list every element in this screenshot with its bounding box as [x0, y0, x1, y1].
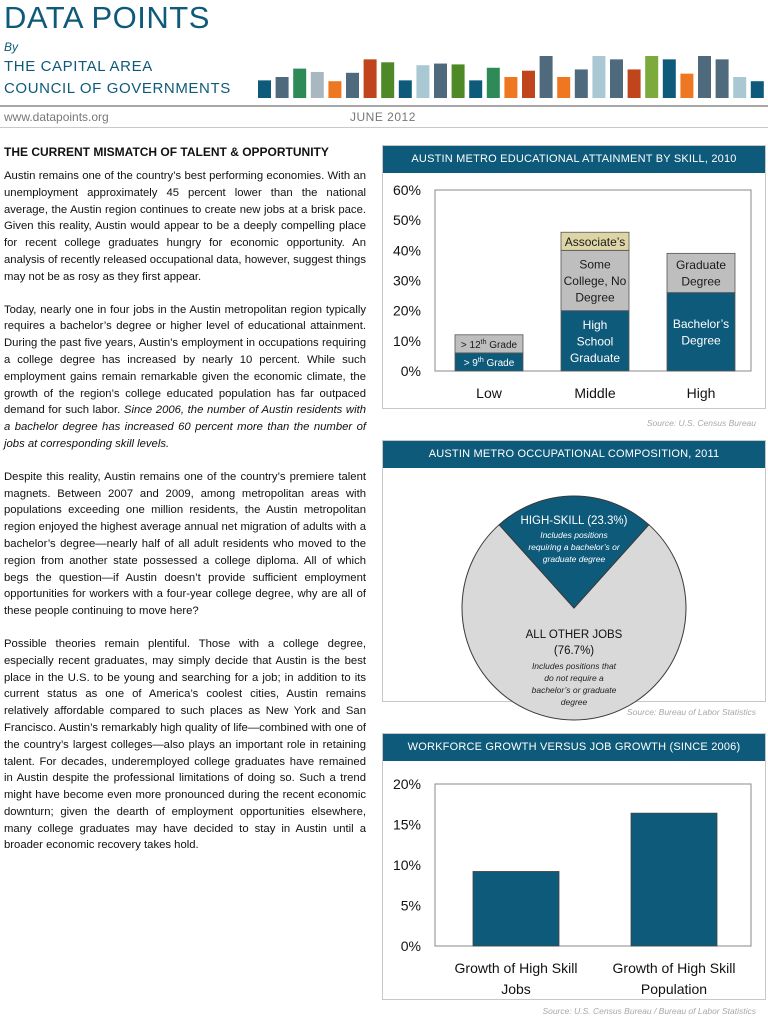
growth-chart-title: WORKFORCE GROWTH VERSUS JOB GROWTH (SINCE 2006) [383, 734, 765, 761]
logo-bar [663, 59, 676, 98]
y-tick-label: 50% [392, 212, 421, 229]
website-url[interactable]: www.datapoints.org [4, 110, 109, 124]
logo-bar [522, 71, 535, 98]
logo-bar [381, 62, 394, 98]
paragraph-2-text: Today, nearly one in four jobs in the Austin metropolitan region typically requires a bachelor’s degree or higher level of educational attainment. During the past five years, Austin’s employment in occupations requiring a college degree has increased by nearly 10 percent. While such employment gains remain remarkable given the economic climate, the growth of the region’s college educated population has far outpaced demand for such labor. [4, 303, 366, 417]
logo-bar [364, 59, 377, 98]
attainment-chart-title: AUSTIN METRO EDUCATIONAL ATTAINMENT BY SKILL, 2010 [383, 146, 765, 173]
growth-chart-panel [382, 733, 766, 1000]
y-tick-label: 10% [392, 332, 421, 349]
x-category-label: High [686, 385, 716, 401]
bar [631, 813, 717, 946]
x-category-label: Middle [574, 385, 616, 401]
logo-bar [716, 59, 729, 98]
logo-bar [575, 69, 588, 98]
logo-bar [258, 80, 271, 98]
logo-bar [733, 77, 746, 98]
logo-bar [399, 80, 412, 98]
segment-label: Bachelor’s [672, 317, 730, 332]
segment-label: High [582, 317, 608, 332]
logo-bar [469, 80, 482, 98]
segment-label: > 12th Grade [460, 338, 518, 351]
logo-bar [751, 81, 764, 98]
x-category-label: Low [476, 385, 502, 401]
slice-note-other: Includes positions that [531, 661, 617, 671]
slice-note-other: degree [560, 697, 588, 707]
attainment-chart [383, 173, 765, 408]
occupation-chart-title: AUSTIN METRO OCCUPATIONAL COMPOSITION, 2011 [383, 441, 765, 468]
segment-label: School [576, 334, 614, 349]
attainment-chart-source: Source: U.S. Census Bureau [646, 418, 756, 428]
attainment-chart-panel [382, 145, 766, 409]
occupation-pie-chart [383, 468, 765, 707]
slice-note-high-skill: graduate degree [542, 554, 606, 564]
logo-bar [680, 74, 693, 98]
y-tick-label: 0% [400, 938, 421, 954]
x-category-label: Growth of High Skill [454, 960, 578, 976]
y-tick-label: 60% [392, 182, 421, 198]
y-tick-label: 5% [400, 897, 421, 914]
logo-bar [293, 69, 306, 98]
article-paragraph-4: Possible theories remain plentiful. Those with a college degree, especially recent graduates, may simply decide that Austin is the best place in the U.S. to be young and searching for a job; in addition to its current status as one of America’s coolest cities, Austin remains relatively affordable compared to such places as New York and San Francisco. Austin’s remarkably high quality of life—combined with one of the country’s largest colleges—also plays an important role in retaining talent. For decades, underemployed college graduates have remained in Austin despite the professional limitations of doing so. Such a trend might have become even more pronounced during the recent economic downturn; given the dearth of employment opportunities elsewhere, many college graduates may have decided to stay in Austin until a broader economic recovery takes hold. [4, 637, 366, 852]
segment-label: Degree [681, 333, 721, 348]
decorative-bar-logo [258, 56, 768, 98]
issue-date: JUNE 2012 [350, 110, 416, 124]
publication-title: DATA POINTS [4, 0, 210, 35]
x-category-label: Jobs [501, 981, 531, 997]
occupation-chart-source: Source: Bureau of Labor Statistics [627, 707, 756, 717]
bar-segment [667, 293, 735, 371]
slice-note-high-skill: Includes positions [540, 530, 608, 540]
logo-bar [416, 65, 429, 98]
slice-pct-other: (76.7%) [553, 645, 595, 657]
slice-label-other: ALL OTHER JOBS [525, 629, 623, 641]
organization-line-1: THE CAPITAL AREA [4, 58, 153, 75]
slice-note-high-skill: requiring a bachelor’s or [528, 542, 620, 552]
logo-bar [610, 59, 623, 98]
segment-label: Associate’s [564, 234, 626, 249]
y-tick-label: 10% [392, 857, 421, 873]
logo-bar [628, 69, 641, 98]
logo-bar [346, 73, 359, 98]
slice-note-other: bachelor’s or graduate [531, 685, 617, 695]
paragraph-2-emphasis: Since 2006, the number of Austin residents with a bachelor degree has increased 60 percent more than the number of jobs at corresponding skill levels. [4, 404, 366, 450]
slice-note-other: do not require a [544, 673, 604, 683]
occupation-chart-panel [382, 440, 766, 707]
header-divider [0, 105, 768, 107]
slice-label-high-skill: HIGH-SKILL (23.3%) [520, 515, 628, 527]
y-tick-label: 20% [392, 776, 421, 792]
x-category-label: Population [640, 981, 708, 997]
y-tick-label: 0% [400, 363, 421, 379]
bar [473, 871, 559, 946]
logo-bar [276, 77, 289, 98]
article-body [4, 168, 366, 870]
article-paragraph-2 [4, 302, 366, 453]
segment-label: > 9th Grade [463, 356, 515, 369]
logo-bar [311, 72, 324, 98]
segment-label: Graduate [675, 258, 727, 273]
logo-bar [328, 81, 341, 98]
article-paragraph-3: Despite this reality, Austin remains one of the country’s premiere talent magnets. Between 2007 and 2009, among metropolitan areas with populations exceeding one million residents, the Austin metropolitan region enjoyed the highest average annual net migration of adults with a bachelor’s degree—nearly half of all adult residents who moved to the region from another state possessed a college diploma. All of which begs the question—if Austin doesn’t provide sufficient employment opportunities for workers with a four-year college degree, why are all of these people continuing to move here? [4, 470, 366, 618]
y-tick-label: 20% [392, 302, 421, 319]
logo-bar [592, 56, 605, 98]
byline: By [4, 40, 19, 54]
y-tick-label: 15% [392, 816, 421, 833]
y-tick-label: 30% [392, 272, 421, 289]
logo-bar [434, 64, 447, 98]
y-tick-label: 40% [392, 242, 421, 259]
logo-bar [487, 68, 500, 98]
logo-bar [557, 77, 570, 98]
segment-label: Degree [575, 290, 615, 305]
header-divider-lower [0, 127, 768, 128]
logo-bar [504, 77, 517, 98]
growth-chart-source: Source: U.S. Census Bureau / Bureau of Labor Statistics [542, 1006, 756, 1016]
segment-label: Some [579, 257, 611, 272]
segment-label: Graduate [569, 350, 621, 365]
x-category-label: Growth of High Skill [612, 960, 736, 976]
growth-chart [383, 761, 765, 999]
article-title: THE CURRENT MISMATCH OF TALENT & OPPORTUNITY [4, 145, 329, 159]
logo-bar [645, 56, 658, 98]
segment-label: Degree [681, 274, 721, 289]
logo-bar [698, 56, 711, 98]
logo-bar [452, 64, 465, 98]
organization-line-2: COUNCIL OF GOVERNMENTS [4, 80, 231, 97]
logo-bar [540, 56, 553, 98]
article-paragraph-1: Austin remains one of the country’s best performing economies. With an unemployment approximately 45 percent lower than the national average, the Austin region continues to create new jobs at a brisk pace. Given this reality, Austin would appear to be a deeply compelling place for recent college graduates hungry for economic opportunity. An analysis of recently released occupational data, however, suggest things may not be as rosy as they first appear. [4, 170, 366, 283]
segment-label: College, No [563, 274, 627, 288]
